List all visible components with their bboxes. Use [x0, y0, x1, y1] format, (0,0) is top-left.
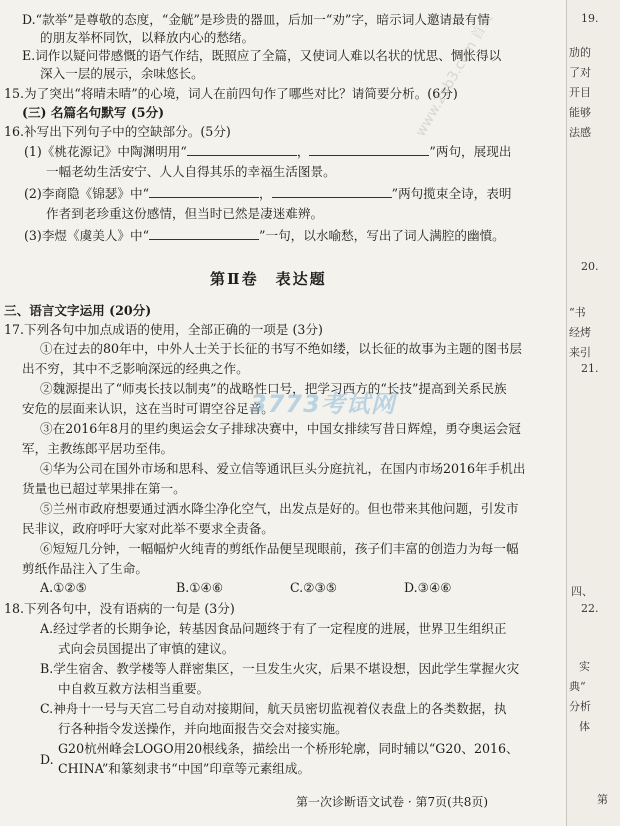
- line-tail: ”两句，展现出: [429, 144, 512, 159]
- answer-blank[interactable]: [272, 186, 392, 198]
- text-line: [40, 501, 519, 517]
- line-text: CHINA”和篆刻隶书“中国”印章等元素组成。: [58, 761, 311, 776]
- text-line: [40, 461, 525, 477]
- text-line: [58, 721, 348, 737]
- line-text: (1)《桃花源记》中陶渊明用“: [24, 144, 187, 159]
- text-line: [40, 752, 54, 768]
- right-column-text: 实: [579, 660, 590, 673]
- line-text: 货量也已超过苹果排在第一。: [22, 481, 186, 496]
- line-text: C.②③⑤: [290, 580, 338, 595]
- line-text: 15.为了突出“将晴未晴”的心境，词人在前四句作了哪些对比？请简要分析。(6分): [4, 86, 458, 101]
- right-column-text: 21.: [581, 362, 599, 375]
- right-column-text: 能够: [569, 106, 591, 119]
- right-column-text: 法感: [569, 126, 591, 139]
- page-footer: 第一次诊断语文试卷 · 第7页(共8页): [296, 795, 489, 809]
- text-line: [290, 580, 337, 596]
- line-text: 军，主教练郎平居功至伟。: [22, 441, 174, 456]
- line-text: (三) 名篇名句默写 (5分): [22, 105, 165, 120]
- text-line: [58, 741, 519, 757]
- text-line: [24, 144, 511, 160]
- right-column-text: 了对: [569, 66, 591, 79]
- text-line: [4, 124, 231, 140]
- text-line: [22, 105, 164, 121]
- right-column-text: 20.: [581, 260, 599, 273]
- line-text: B.①④⑥: [176, 580, 224, 595]
- watermark-url: www.2ab3.com 首发: [412, 10, 497, 140]
- text-line: [46, 164, 336, 180]
- text-line: [24, 186, 511, 202]
- right-column-text: 22.: [581, 602, 599, 615]
- text-line: [40, 580, 87, 596]
- answer-blank[interactable]: [149, 228, 259, 240]
- line-text: 作者到老珍重这份感情，但当时已然是凄迷难辨。: [46, 206, 324, 221]
- line-text: 出不穷，其中不乏影响深远的经典之作。: [22, 361, 249, 376]
- comma: ，: [296, 144, 310, 159]
- right-column-cropped: [567, 0, 620, 826]
- line-text: 18.下列各句中，没有语病的一句是 (3分): [4, 601, 235, 616]
- answer-blank[interactable]: [149, 186, 259, 198]
- text-line: [22, 521, 274, 537]
- line-text: B.学生宿舍、教学楼等人群密集区，一旦发生火灾，后果不堪设想，因此学生掌握火灾: [40, 661, 520, 676]
- text-line: [22, 48, 501, 64]
- text-line: [40, 30, 254, 46]
- section-title: 第Ⅱ卷 表达题: [210, 270, 327, 288]
- line-tail: ”两句揽束全诗，表明: [391, 186, 512, 201]
- text-line: [22, 361, 249, 377]
- text-line: [58, 681, 209, 697]
- text-line: [24, 228, 505, 244]
- line-text: D.: [40, 752, 54, 767]
- right-column-text: 体: [579, 720, 590, 733]
- answer-blank[interactable]: [309, 144, 429, 156]
- line-text: 式向会员国提出了审慎的建议。: [58, 641, 235, 656]
- line-text: A.①②⑤: [40, 580, 87, 595]
- text-line: [22, 561, 148, 577]
- text-line: [404, 580, 452, 596]
- line-text: 行各种指令发送操作，并向地面报告交会对接实施。: [58, 721, 348, 736]
- line-text: D.③④⑥: [404, 580, 452, 595]
- text-line: [22, 401, 274, 417]
- right-column-text: 四、: [571, 585, 593, 598]
- text-line: [40, 621, 506, 637]
- line-text: 剪纸作品注入了生命。: [22, 561, 148, 576]
- right-column-text: 经烤: [569, 326, 591, 339]
- line-text: C.神舟十一号与天宫二号自动对接期间，航天员密切监视着仪表盘上的各类数据，执: [40, 701, 507, 716]
- text-line: [22, 441, 173, 457]
- line-tail: ”一句，以水喻愁，写出了词人满腔的幽憤。: [259, 228, 505, 243]
- right-column-text: “书: [569, 306, 586, 319]
- text-line: [4, 303, 151, 319]
- right-column-text: 开目: [569, 86, 591, 99]
- comma: ，: [259, 186, 272, 201]
- line-text: 民非议，政府呼吁大家对此举不要求全责备。: [22, 521, 274, 536]
- line-text: ⑥短短几分钟，一幅幅炉火纯青的剪纸作品便呈现眼前，孩子们丰富的创造力为每一幅: [40, 541, 519, 556]
- line-text: E.词作以疑问带感慨的语气作结，既照应了全篇，又使词人难以名状的忧思、惆怅得以: [22, 48, 502, 63]
- right-column-text: 19.: [581, 12, 599, 25]
- text-line: [40, 541, 519, 557]
- line-text: ③在2016年8月的里约奥运会女子排球决赛中，中国女排续写昔日辉煌，勇夺奥运会冠: [40, 421, 521, 436]
- right-column-text: 第: [597, 793, 608, 806]
- right-column-text: 分析: [569, 700, 591, 713]
- line-text: 中自救互救方法相当重要。: [58, 681, 210, 696]
- line-text: 三、语言文字运用 (20分): [4, 303, 152, 318]
- line-text: (3)李煜《虞美人》中“: [24, 228, 150, 243]
- text-line: [176, 580, 223, 596]
- right-column-text: 劢的: [569, 46, 591, 59]
- line-text: A.经过学者的长期争论，转基因食品问题终于有了一定程度的进展，世界卫生组织正: [40, 621, 507, 636]
- line-text: 深入一层的展示，余味悠长。: [40, 66, 204, 81]
- line-text: (2)李商隐《锦瑟》中“: [24, 186, 150, 201]
- answer-blank[interactable]: [187, 144, 297, 156]
- text-line: [40, 66, 204, 82]
- text-line: [4, 322, 323, 338]
- line-text: 安危的层面来认识，这在当时可谓空谷足音。: [22, 401, 274, 416]
- text-line: [58, 761, 310, 777]
- line-text: ④华为公司在国外市场和思科、爱立信等通讯巨头分庭抗礼，在国内市场2016年手机出: [40, 461, 526, 476]
- text-line: [22, 12, 490, 28]
- right-column-text: 来引: [569, 346, 591, 359]
- line-text: ②魏源提出了“师夷长技以制夷”的战略性口号，把学习西方的“长技”提高到关系民族: [40, 381, 507, 396]
- text-line: [4, 86, 458, 102]
- line-text: D.“款举”是尊敬的态度，“金觥”是珍贵的器皿，后加一“劝”字，暗示词人邀请最有情: [22, 12, 490, 27]
- line-text: 16.补写出下列句子中的空缺部分。(5分): [4, 124, 231, 139]
- line-text: G20杭州峰会LOGO用20根线条，描绘出一个桥形轮廓，同时辅以“G20、2016、: [58, 741, 519, 756]
- text-line: [46, 206, 323, 222]
- watermark-logo: 3773考试网: [250, 390, 396, 418]
- line-text: 的朋友举杯同饮，以释放内心的愁绪。: [40, 30, 255, 45]
- line-text: ⑤兰州市政府想要通过洒水降尘净化空气，出发点是好的。但也带来其他问题，引发市: [40, 501, 519, 516]
- text-line: [40, 341, 522, 357]
- line-text: ①在过去的80年中，中外人士关于长征的书写不绝如缕，以长征的故事为主题的图书层: [40, 341, 522, 356]
- right-column-text: 典“: [569, 680, 586, 693]
- line-text: 一幅老幼生活安宁、人人自得其乐的幸福生活图景。: [46, 164, 336, 179]
- text-line: [40, 701, 507, 717]
- text-line: [40, 661, 519, 677]
- line-text: 17.下列各句中加点成语的使用，全部正确的一项是 (3分): [4, 322, 323, 337]
- text-line: [58, 641, 234, 657]
- text-line: [4, 601, 235, 617]
- text-line: [22, 481, 186, 497]
